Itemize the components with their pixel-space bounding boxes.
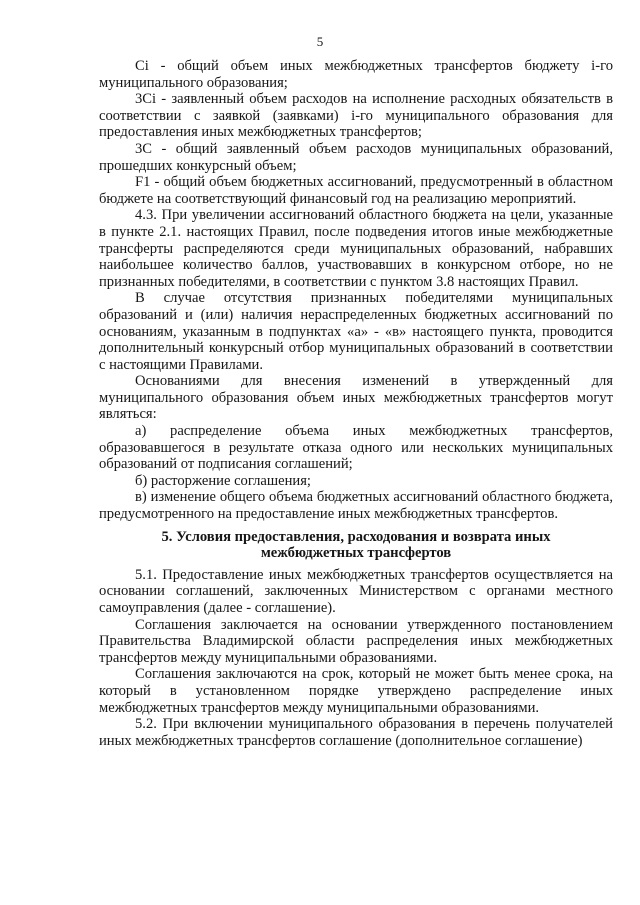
page-number: 5 (316, 34, 324, 49)
paragraph-agreements-basis: Соглашения заключается на основании утвержденного постановлением Правительства Владимирской области распределения иных межбюджетных трансфертов между муниципальными образованиями. (99, 616, 613, 666)
document-body (99, 58, 613, 749)
paragraph-ci-definition: Ci - общий объем иных межбюджетных трансфертов бюджету i-го муниципального образования; (99, 58, 613, 91)
section-heading: 5. Условия предоставления, расходования и возврата иных межбюджетных трансфертов (161, 528, 551, 562)
paragraph-additional-selection: В случае отсутствия признанных победителями муниципальных образований и (или) наличия нераспределенных бюджетных ассигнований по основаниям, указанным в подпунктах «а» - «в» настоящего пункта, проводится дополнительный конкурсный отбор муниципальных образований в соответствии с настоящими Правилами. (99, 290, 613, 373)
paragraph-3ci-definition: 3Ci - заявленный объем расходов на исполнение расходных обязательств в соответствии с заявкой (заявками) i-го муниципального образования для предоставления иных межбюджетных трансфертов; (99, 91, 613, 141)
paragraph-ground-c: в) изменение общего объема бюджетных ассигнований областного бюджета, предусмотренного на предоставление иных межбюджетных трансфертов. (99, 489, 613, 523)
paragraph-3c-definition: 3C - общий заявленный объем расходов муниципальных образований, прошедших конкурсный объем; (99, 140, 613, 174)
paragraph-agreements-term: Соглашения заключаются на срок, который не может быть менее срока, на который в установленном порядке утверждено распределение иных межбюджетных трансфертов между муниципальными образованиями. (99, 666, 613, 716)
paragraph-ground-b: б) расторжение соглашения; (135, 472, 311, 489)
paragraph-4-3: 4.3. При увеличении ассигнований областного бюджета на цели, указанные в пункте 2.1. настоящих Правил, после подведения итогов иные межбюджетные трансферты распределяются среди муниципальных образований, набравших наибольшее количество баллов, участвовавших в конкурсном отборе, но не признанных победителями, в соответствии с пунктом 3.8 настоящих Правил. (99, 207, 613, 290)
paragraph-f1-definition: F1 - общий объем бюджетных ассигнований, предусмотренный в областном бюджете на соответствующий финансовый год на реализацию мероприятий. (99, 174, 613, 207)
paragraph-grounds-for-changes: Основаниями для внесения изменений в утвержденный для муниципального образования объем иных межбюджетных трансфертов могут являться: (99, 373, 613, 423)
paragraph-5-2: 5.2. При включении муниципального образования в перечень получателей иных межбюджетных трансфертов соглашение (дополнительное соглашение) (99, 716, 613, 749)
paragraph-ground-a: а) распределение объема иных межбюджетных трансфертов, образовавшегося в результате отказа одного или нескольких муниципальных образований от подписания соглашений; (99, 423, 613, 473)
paragraph-5-1: 5.1. Предоставление иных межбюджетных трансфертов осуществляется на основании соглашений, заключенных Министерством с органами местного самоуправления (далее - соглашение). (99, 566, 613, 616)
